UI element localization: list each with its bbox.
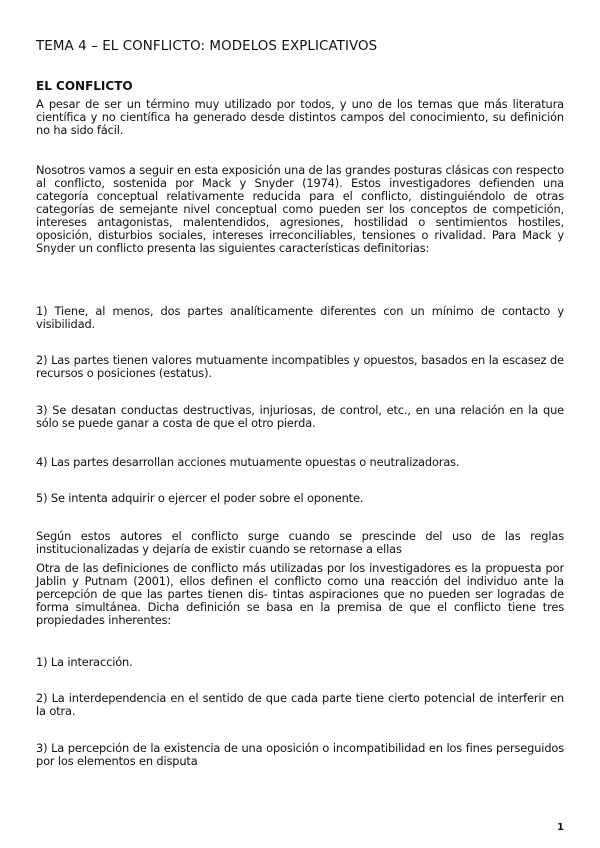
paragraph-intro: A pesar de ser un término muy utilizado por todos, y uno de los temas que más literatura científica y no científica ha generado desde distintos campos del conocimiento, su definición no ha sido fácil. <box>36 97 564 137</box>
list-item-property-1: 1) La interacción. <box>36 655 133 669</box>
list-item-characteristic-5: 5) Se intenta adquirir o ejercer el poder sobre el oponente. <box>36 491 364 505</box>
section-heading: EL CONFLICTO <box>36 79 133 93</box>
document-title: TEMA 4 – EL CONFLICTO: MODELOS EXPLICATIVOS <box>36 39 378 54</box>
list-item-property-2: 2) La interdependencia en el sentido de que cada parte tiene cierto potencial de interferir en la otra. <box>36 691 564 718</box>
list-item-characteristic-2: 2) Las partes tienen valores mutuamente incompatibles y opuestos, basados en la escasez de recursos o posiciones (estatus). <box>36 353 564 380</box>
list-item-characteristic-1: 1) Tiene, al menos, dos partes analíticamente diferentes con un mínimo de contacto y visibilidad. <box>36 304 564 331</box>
list-item-property-3: 3) La percepción de la existencia de una oposición o incompatibilidad en los fines perseguidos por los elementos en disputa <box>36 741 564 768</box>
list-item-characteristic-3: 3) Se desatan conductas destructivas, injuriosas, de control, etc., en una relación en la que sólo se puede ganar a costa de que el otro pierda. <box>36 403 564 430</box>
paragraph-jablin-putnam: Otra de las definiciones de conflicto más utilizadas por los investigadores es la propuesta por Jablin y Putnam (2001), ellos definen el conflicto como una reacción del individuo ante la percepción de que las partes tienen dis- tintas aspiraciones que no pueden ser logradas de forma simultánea. Dicha definición se basa en la premisa de que el conflicto tiene tres propiedades inherentes: <box>36 561 564 627</box>
page-number: 1 <box>557 822 564 833</box>
paragraph-mack-snyder: Nosotros vamos a seguir en esta exposición una de las grandes posturas clásicas con respecto al conflicto, sostenida por Mack y Snyder (1974). Estos investigadores defienden una categoría conceptual relativamente reducida para el conflicto, distinguiéndolo de otras categorías de semejante nivel conceptual como pueden ser los conceptos de competición, intereses antagonistas, malentendidos, agresiones, hostilidad o sentimientos hostiles, oposición, disturbios sociales, intereses irreconciliables, tensiones o rivalidad. Para Mack y Snyder un conflicto presenta las siguientes características definitorias: <box>36 163 564 255</box>
list-item-characteristic-4: 4) Las partes desarrollan acciones mutuamente opuestas o neutralizadoras. <box>36 455 460 469</box>
paragraph-authors-conclusion: Según estos autores el conflicto surge cuando se prescinde del uso de las reglas institucionalizadas y dejaría de existir cuando se retornase a ellas <box>36 529 564 556</box>
